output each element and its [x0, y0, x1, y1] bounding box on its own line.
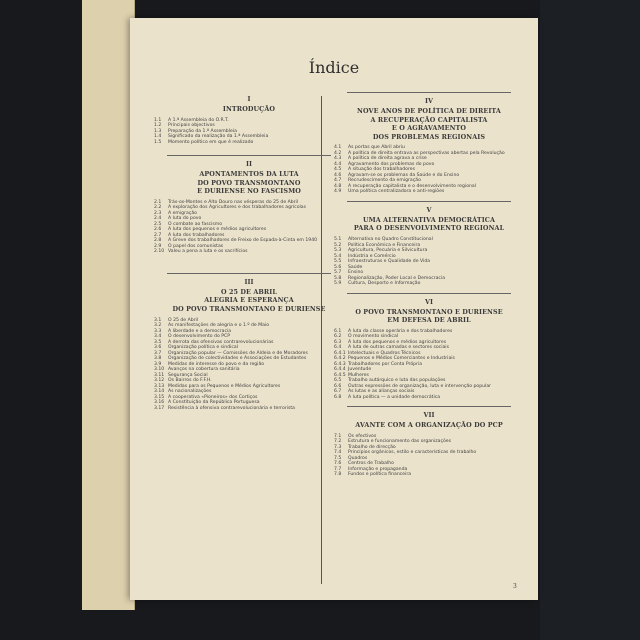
- entry-number: 6.6: [334, 383, 342, 389]
- entry-number: 3.7: [154, 350, 162, 356]
- entry-number: 5.9: [334, 281, 342, 287]
- index-section: [334, 92, 524, 195]
- section-rule: [167, 273, 330, 274]
- entry-number: 6.5: [334, 378, 342, 384]
- entry-text: O 25 de Abril: [168, 317, 199, 323]
- entry-text: Mulheres: [348, 372, 369, 378]
- entry-number: 7.2: [334, 439, 342, 445]
- section-number: I: [247, 95, 251, 103]
- entry-text: A recuperação capitalista e o desenvolvimento regional: [348, 183, 477, 189]
- section-heading-line: UMA ALTERNATIVA DEMOCRÁTICA: [362, 215, 496, 224]
- entry-text: A situação dos trabalhadores: [348, 167, 415, 173]
- entry-text: Outras expressões de organização, luta e intervenção popular: [348, 383, 492, 389]
- index-section: [154, 95, 344, 145]
- section-heading-line: A RECUPERAÇÃO CAPITALISTA: [370, 115, 488, 124]
- entry-number: 4.4: [334, 161, 342, 167]
- entry-text: Organização popular — Comissões de Aldeia e de Moradores: [168, 350, 308, 356]
- entry-text: Infraestruturas e Qualidade de Vida: [348, 259, 431, 265]
- index-section: [334, 406, 524, 478]
- entry-number: 2.7: [154, 232, 162, 238]
- section-number: II: [246, 160, 252, 169]
- entry-number: 1.1: [154, 117, 162, 123]
- section-heading-line: E DURIENSE NO FASCISMO: [197, 187, 301, 196]
- background: [540, 0, 640, 640]
- entry-number: 6.4.3: [334, 361, 346, 367]
- entry-text: Trabalho de direcção: [348, 444, 396, 450]
- entry-text: Saúde: [348, 264, 363, 270]
- entry-text: A luta do povo: [168, 216, 202, 222]
- entry-number: 1.5: [154, 139, 162, 145]
- entry-number: 3.4: [154, 334, 162, 340]
- entry-number: 6.4: [334, 345, 342, 351]
- entry-number: 6.4.5: [334, 372, 346, 378]
- entry-text: A luta de outras camadas e sectores sociais: [348, 345, 449, 351]
- entry-text: Valeu a pena a luta e os sacrifícios: [168, 249, 248, 255]
- entry-number: 2.6: [154, 227, 162, 233]
- section-number: IV: [425, 97, 433, 105]
- entry-text: Política Económica e Financeira: [348, 242, 421, 248]
- entry-number: 5.2: [334, 242, 342, 248]
- entry-text: Medidas para os Pequenos e Médios Agricultores: [168, 383, 281, 389]
- index-section: [334, 293, 524, 401]
- entry-number: 3.6: [154, 345, 162, 351]
- index-section: [154, 273, 344, 411]
- entry-number: 1.2: [154, 123, 162, 129]
- section-number: VII: [423, 411, 435, 420]
- entry-text: Principais objectivos: [168, 123, 215, 129]
- entry-text: Trabalhadores por Conta Própria: [348, 361, 423, 367]
- entry-text: Cultura, Desporto e Informação: [348, 281, 421, 287]
- entry-text: Preparação da 1.ª Assembleia: [168, 128, 237, 134]
- entry-number: 5.7: [334, 270, 342, 276]
- entry-text: A Greve dos trabalhadores de Freixo de Espada-à-Cinta em 1940: [168, 238, 318, 244]
- entry-number: 6.4.4: [334, 367, 346, 373]
- entry-number: 2.2: [154, 205, 162, 211]
- entry-text: O movimento sindical: [348, 334, 399, 340]
- index-entry: [334, 472, 524, 478]
- entry-text: Segurança Social: [168, 372, 208, 378]
- section-rule: [347, 293, 510, 294]
- entry-number: 4.3: [334, 156, 342, 162]
- entry-number: 7.5: [334, 455, 342, 461]
- entry-number: 6.4.1: [334, 350, 346, 356]
- entry-text: Agravam-se os problemas da Saúde e do Ensino: [348, 172, 460, 178]
- section-heading-line: APONTAMENTOS DA LUTA: [199, 170, 299, 179]
- section-heading: [334, 216, 524, 233]
- section-heading: [334, 107, 524, 141]
- entry-text: A política de direita agrava a crise: [348, 156, 427, 162]
- entry-number: 6.8: [334, 394, 342, 400]
- section-heading-line: EM DEFESA DE ABRIL: [387, 316, 471, 325]
- section-heading: [154, 170, 344, 196]
- entry-text: Informação e propaganda: [348, 466, 408, 472]
- index-entry: [334, 189, 524, 195]
- entry-text: Trabalho autárquico e luta das populações: [348, 378, 446, 384]
- index-entry: [334, 281, 524, 287]
- entry-text: Centros de Trabalho: [348, 461, 394, 467]
- entry-text: As portas que Abril abriu: [348, 145, 405, 151]
- entry-text: As lutas e as alianças sociais: [348, 389, 415, 395]
- entry-text: O combate ao fascismo: [168, 221, 223, 227]
- index-page: [130, 18, 538, 600]
- entry-text: A derrota das ofensivas contrarevolucionárias: [168, 339, 274, 345]
- section-heading: [154, 288, 344, 314]
- index-entry: [154, 249, 344, 255]
- entry-number: 3.12: [154, 378, 165, 384]
- entry-number: 5.4: [334, 253, 342, 259]
- entry-text: Regionalização, Poder Local e Democracia: [348, 275, 446, 281]
- entry-text: A exploração dos Agricultores e dos trabalhadores agrícolas: [168, 205, 306, 211]
- entry-number: 2.3: [154, 210, 162, 216]
- entry-number: 1.4: [154, 134, 162, 140]
- entry-text: Medidas de interesse do povo e da região: [168, 361, 265, 367]
- entry-text: A Constituição da República Portuguesa: [168, 400, 260, 406]
- entry-text: Organização de colectividades e Associações de Estudantes: [168, 356, 307, 362]
- section-heading-line: AVANTE COM A ORGANIZAÇÃO DO PCP: [355, 421, 503, 430]
- entry-text: Uma política centralizadora e anti-regiões: [348, 189, 445, 195]
- entry-text: Trás-os-Montes e Alto Douro nas vésperas do 25 de Abril: [168, 199, 299, 205]
- entry-text: A cooperativa «Pioneiros» dos Cortiços: [168, 394, 258, 400]
- section-number: V: [426, 205, 432, 214]
- entry-text: Avanços na cobertura sanitária: [168, 367, 240, 373]
- entry-text: Organização política e sindical: [168, 345, 239, 351]
- section-heading: [154, 105, 344, 114]
- entry-number: 2.10: [154, 249, 165, 255]
- entry-text: Agravamento dos problemas do povo: [348, 161, 435, 167]
- entry-number: 6.4.2: [334, 356, 346, 362]
- entry-text: Alternativa no Quadro Constitucional: [348, 237, 433, 243]
- entry-number: 2.1: [154, 199, 162, 205]
- entry-number: 4.7: [334, 178, 342, 184]
- section-heading-line: ALEGRIA E ESPERANÇA: [204, 296, 294, 305]
- entry-number: 3.16: [154, 400, 165, 406]
- section-number: III: [244, 277, 254, 286]
- entry-text: Pequenos e Médios Comerciantes e Industriais: [348, 356, 455, 362]
- entry-number: 3.17: [154, 405, 165, 411]
- entry-text: A 1.ª Assembleia do O.R.T.: [168, 117, 229, 123]
- index-entry: [154, 140, 344, 146]
- entry-text: A liberdade e a democracia: [168, 328, 232, 334]
- section-heading-line: PARA O DESENVOLVIMENTO REGIONAL: [353, 224, 505, 233]
- entry-number: 7.6: [334, 461, 342, 467]
- entry-number: 5.3: [334, 248, 342, 254]
- entry-number: 4.8: [334, 183, 342, 189]
- page-number: 3: [513, 583, 517, 590]
- entry-text: Quadros: [348, 455, 368, 461]
- entry-number: 5.5: [334, 259, 342, 265]
- entry-text: Estrutura e funcionamento das organizações: [348, 439, 452, 445]
- entry-text: Significado da realização da 1.ª Assembleia: [168, 134, 269, 140]
- entry-text: A emigração: [168, 210, 197, 216]
- section-rule: [347, 406, 510, 407]
- entry-number: 3.11: [154, 372, 165, 378]
- entry-number: 5.1: [334, 237, 342, 243]
- entry-number: 5.8: [334, 275, 342, 281]
- entry-number: 1.3: [154, 128, 162, 134]
- entry-number: 3.1: [154, 317, 162, 323]
- entry-text: Momento político em que é realizado: [168, 139, 254, 145]
- section-rule: [167, 155, 330, 156]
- facing-page-edge: [82, 0, 135, 610]
- entry-number: 3.15: [154, 394, 165, 400]
- entry-number: 3.3: [154, 328, 162, 334]
- entry-number: 6.3: [334, 339, 342, 345]
- entry-text: Ensino: [348, 270, 364, 276]
- section-heading-line: DOS PROBLEMAS REGIONAIS: [372, 132, 486, 141]
- entry-number: 7.4: [334, 450, 342, 456]
- section-heading: [334, 421, 524, 430]
- index-entry: [154, 406, 344, 412]
- entry-number: 4.5: [334, 167, 342, 173]
- section-heading: [334, 308, 524, 325]
- section-heading-line: O POVO TRANSMONTANO E DURIENSE: [355, 307, 503, 316]
- entry-number: 6.7: [334, 389, 342, 395]
- entry-number: 7.3: [334, 444, 342, 450]
- page-title: Índice: [308, 58, 360, 77]
- section-heading-line: DO POVO TRANSMONTANO E DURIENSE: [172, 305, 326, 314]
- entry-text: Indústria e Comércio: [348, 253, 396, 259]
- entry-number: 2.5: [154, 221, 162, 227]
- entry-number: 3.10: [154, 367, 165, 373]
- index-entry: [334, 395, 524, 401]
- entry-number: 3.5: [154, 339, 162, 345]
- entry-text: O papel dos comunistas: [168, 243, 224, 249]
- entry-number: 4.6: [334, 172, 342, 178]
- entry-text: A luta política — a unidade democrática: [348, 394, 441, 400]
- entry-number: 7.8: [334, 472, 342, 478]
- entry-number: 3.9: [154, 361, 162, 367]
- entry-number: 2.4: [154, 216, 162, 222]
- entry-text: O desenvolvimento do PCP: [168, 334, 230, 340]
- entry-text: As nacionalizações: [168, 389, 212, 395]
- entry-number: 6.2: [334, 334, 342, 340]
- entry-text: Resistência à ofensiva contrarevolucionária e terrorista: [168, 405, 295, 411]
- entry-text: A política de direita entrava as perspectivas abertas pela Revolução: [348, 150, 505, 156]
- entry-text: A luta dos pequenos e médios agricultores: [168, 227, 267, 233]
- entry-text: Agricultura, Pecuária e Silvicultura: [348, 248, 428, 254]
- entry-number: 3.14: [154, 389, 165, 395]
- entry-number: 4.2: [334, 150, 342, 156]
- entry-number: 2.9: [154, 243, 162, 249]
- entry-text: Recrudescimento da emigração: [348, 178, 421, 184]
- entry-text: Intelectuais e Quadros Técnicos: [348, 350, 421, 356]
- entry-number: 3.13: [154, 383, 165, 389]
- entry-number: 4.1: [334, 145, 342, 151]
- entry-number: 7.7: [334, 466, 342, 472]
- section-rule: [347, 201, 510, 202]
- index-section: [154, 155, 344, 255]
- section-heading-line: NOVE ANOS DE POLÍTICA DE DIREITA: [357, 107, 501, 115]
- left-column: [154, 92, 344, 415]
- entry-number: 3.8: [154, 356, 162, 362]
- entry-number: 6.1: [334, 328, 342, 334]
- entry-number: 7.1: [334, 433, 342, 439]
- entry-text: As manifestações de alegria e o 1.º de Maio: [168, 323, 270, 329]
- entry-number: 3.2: [154, 323, 162, 329]
- section-heading-line: DO POVO TRANSMONTANO: [197, 178, 301, 187]
- entry-number: 2.8: [154, 238, 162, 244]
- entry-text: Os efectivos: [348, 433, 377, 439]
- entry-number: 5.6: [334, 264, 342, 270]
- right-column: [334, 92, 524, 482]
- section-heading-line: O 25 DE ABRIL: [220, 287, 277, 296]
- section-heading-line: E O AGRAVAMENTO: [391, 124, 467, 133]
- section-number: VI: [425, 297, 433, 306]
- index-section: [334, 201, 524, 287]
- entry-number: 4.9: [334, 189, 342, 195]
- entry-text: A luta da classe operária e dos trabalhadores: [348, 328, 453, 334]
- entry-text: A luta dos trabalhadores: [168, 232, 225, 238]
- entry-text: Juventude: [348, 367, 372, 373]
- entry-text: A luta dos pequenos e médios agricultores: [348, 339, 447, 345]
- entry-text: Os Bairros do F.F.H.: [168, 378, 212, 384]
- entry-text: Princípios orgânicos, estilo e características de trabalho: [348, 450, 477, 456]
- entry-text: Fundos e política financeira: [348, 472, 412, 478]
- section-rule: [347, 92, 510, 93]
- section-heading-line: INTRODUÇÃO: [222, 105, 276, 113]
